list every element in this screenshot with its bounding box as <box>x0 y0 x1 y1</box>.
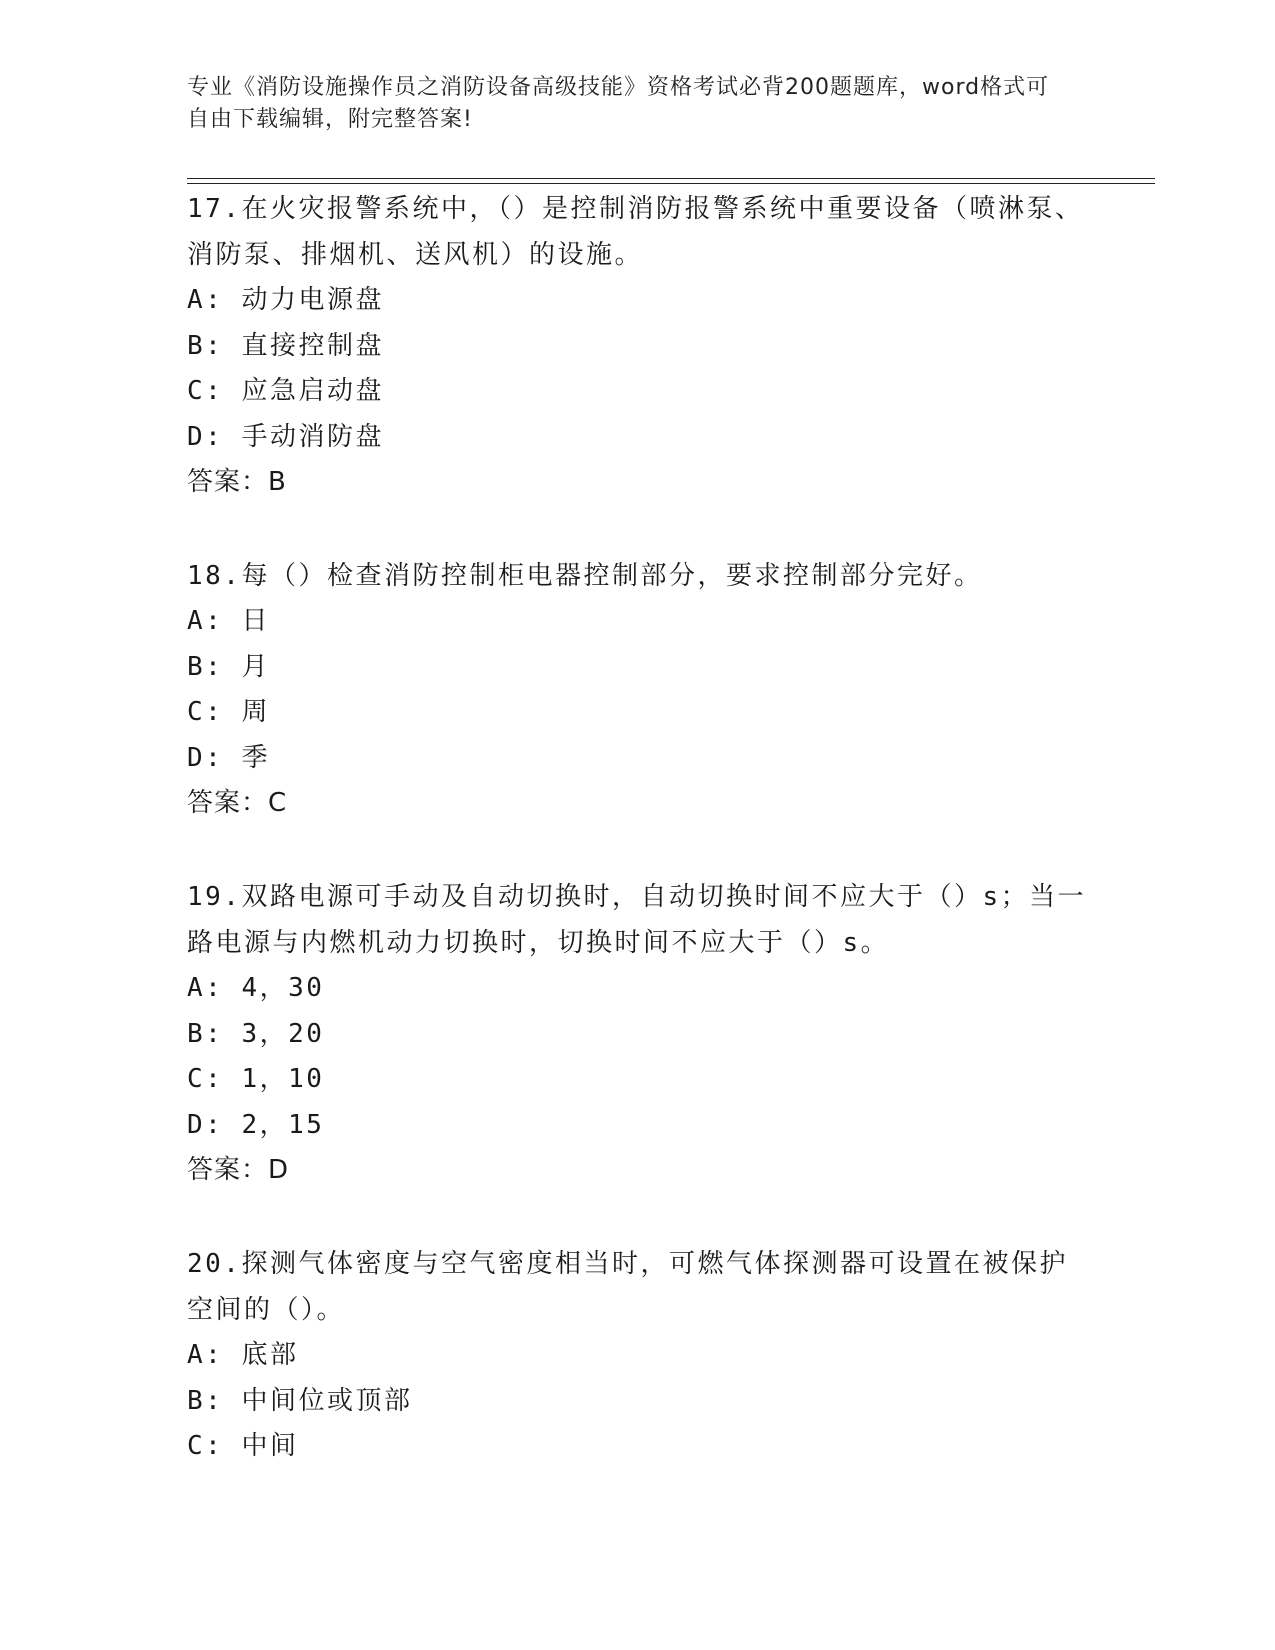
option-d: D: 2，15 <box>187 1109 325 1140</box>
option-a: A: 底部 <box>187 1340 299 1370</box>
option-d: D: 手动消防盘 <box>187 421 384 452</box>
option-a: A: 4，30 <box>187 973 325 1003</box>
option-b: B: 月 <box>187 651 270 682</box>
question-answer: 答案：B <box>187 467 287 497</box>
option-a: A: 动力电源盘 <box>187 285 384 315</box>
question-answer: 答案：C <box>187 788 288 818</box>
option-c: C: 1，10 <box>187 1064 325 1094</box>
question-17 <box>187 186 1087 505</box>
question-19 <box>187 874 1087 1193</box>
question-stem: 20.探测气体密度与空气密度相当时，可燃气体探测器可设置在被保护空间的（）。 <box>187 1249 1068 1325</box>
option-a: A: 日 <box>187 606 270 636</box>
question-stem: 17.在火灾报警系统中，（）是控制消防报警系统中重要设备（喷淋泵、消防泵、排烟机、送风机）的设施。 <box>187 194 1084 270</box>
document-header: 专业《消防设施操作员之消防设备高级技能》资格考试必背200题题库，word格式可自由下载编辑，附完整答案! <box>187 75 1050 132</box>
option-b: B: 3，20 <box>187 1018 325 1049</box>
question-18 <box>187 553 1087 826</box>
header-divider-top <box>187 178 1155 179</box>
option-c: C: 应急启动盘 <box>187 376 384 406</box>
option-c: C: 中间 <box>187 1431 299 1461</box>
question-answer: 答案：D <box>187 1155 290 1185</box>
header-divider-bottom <box>187 183 1155 184</box>
option-c: C: 周 <box>187 697 270 727</box>
question-20 <box>187 1241 1087 1470</box>
question-stem: 18.每（）检查消防控制柜电器控制部分，要求控制部分完好。 <box>187 561 983 591</box>
question-stem: 19.双路电源可手动及自动切换时，自动切换时间不应大于（）s；当一路电源与内燃机动力切换时，切换时间不应大于（）s。 <box>187 882 1087 958</box>
option-b: B: 直接控制盘 <box>187 330 384 361</box>
option-d: D: 季 <box>187 742 270 773</box>
question-list <box>187 186 1087 1518</box>
option-b: B: 中间位或顶部 <box>187 1385 413 1416</box>
